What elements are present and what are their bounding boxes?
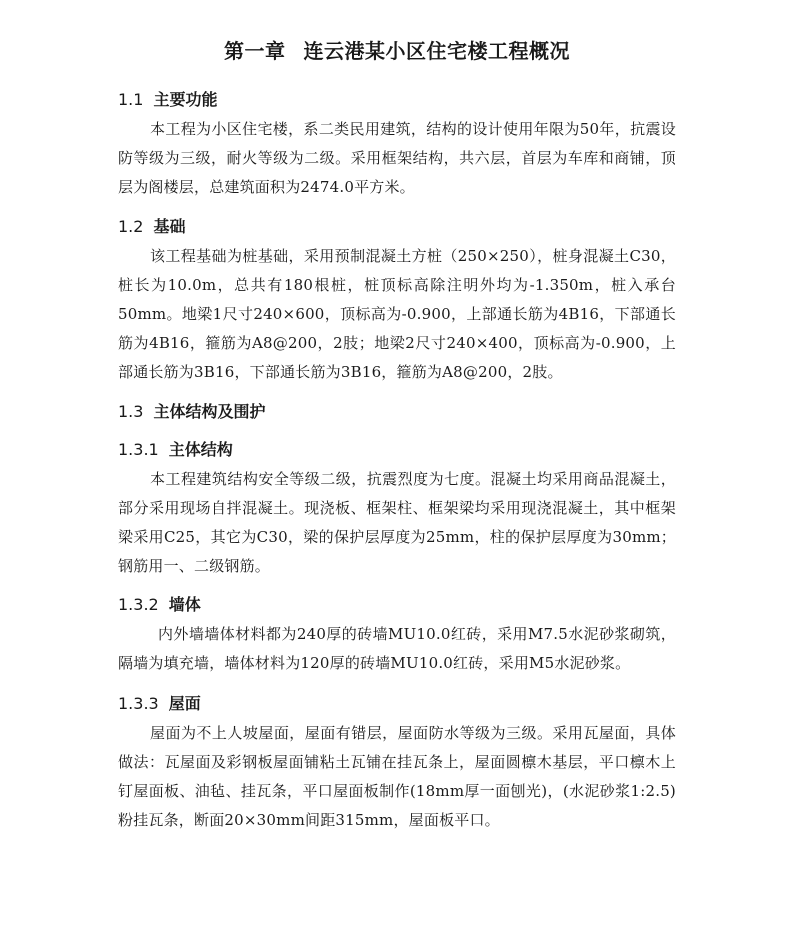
- section-heading-1-3-2: [118, 593, 676, 617]
- section-body-1-3-2: 内外墙墙体材料都为240厚的砖墙MU10.0红砖，采用M7.5水泥砂浆砌筑，隔墙为填充墙，墙体材料为120厚的砖墙MU10.0红砖，采用M5水泥砂浆。: [118, 625, 676, 672]
- section-heading-1-3-3: [118, 692, 676, 716]
- section-title: 屋面: [168, 694, 201, 713]
- section-number: 1.3.2: [118, 595, 159, 614]
- chapter-title: [118, 36, 676, 66]
- section-heading-1-1: [118, 88, 676, 112]
- section-body-1-3-3: 屋面为不上人坡屋面，屋面有错层，屋面防水等级为三级。采用瓦屋面，具体做法：瓦屋面及彩钢板屋面铺粘土瓦铺在挂瓦条上，屋面圆檩木基层，平口檩木上钉屋面板、油毡、挂瓦条，平口屋面板制作(18mm厚一面刨光)，(水泥砂浆1:2.5)粉挂瓦条，断面20×30mm间距315mm，屋面板平口。: [118, 724, 676, 829]
- section-title: 基础: [153, 217, 186, 236]
- section-body-1-3-1: 本工程建筑结构安全等级二级，抗震烈度为七度。混凝土均采用商品混凝土，部分采用现场自拌混凝土。现浇板、框架柱、框架梁均采用现浇混凝土，其中框架梁采用C25，其它为C30，梁的保护层厚度为25mm，柱的保护层厚度为30mm；钢筋用一、二级钢筋。: [118, 470, 676, 575]
- section-heading-1-3-1: [118, 438, 676, 462]
- section-number: 1.2: [118, 217, 144, 236]
- section-number: 1.3.1: [118, 440, 159, 459]
- section-body-1-1: 本工程为小区住宅楼，系二类民用建筑，结构的设计使用年限为50年，抗震设防等级为三级，耐火等级为二级。采用框架结构，共六层，首层为车库和商铺，顶层为阁楼层，总建筑面积为2474.0平方米。: [118, 120, 676, 196]
- section-title: 主体结构及围护: [153, 402, 266, 421]
- section-title: 主体结构: [168, 440, 233, 459]
- chapter-number: 第一章: [224, 39, 286, 63]
- section-body-1-2: 该工程基础为桩基础，采用预制混凝土方桩（250×250），桩身混凝土C30，桩长为10.0m，总共有180根桩，桩顶标高除注明外均为-1.350m，桩入承台50mm。地梁1尺寸240×600，顶标高为-0.900，上部通长筋为4B16，下部通长筋为4B16，箍筋为A8@200，2肢；地梁2尺寸240×400，顶标高为-0.900，上部通长筋为3B16，下部通长筋为3B16，箍筋为A8@200，2肢。: [118, 247, 676, 381]
- section-number: 1.1: [118, 90, 144, 109]
- section-heading-1-3: [118, 400, 676, 424]
- chapter-title-text: 连云港某小区住宅楼工程概况: [303, 39, 570, 63]
- section-number: 1.3: [118, 402, 144, 421]
- section-number: 1.3.3: [118, 694, 159, 713]
- section-title: 主要功能: [153, 90, 218, 109]
- section-title: 墙体: [168, 595, 201, 614]
- section-heading-1-2: [118, 215, 676, 239]
